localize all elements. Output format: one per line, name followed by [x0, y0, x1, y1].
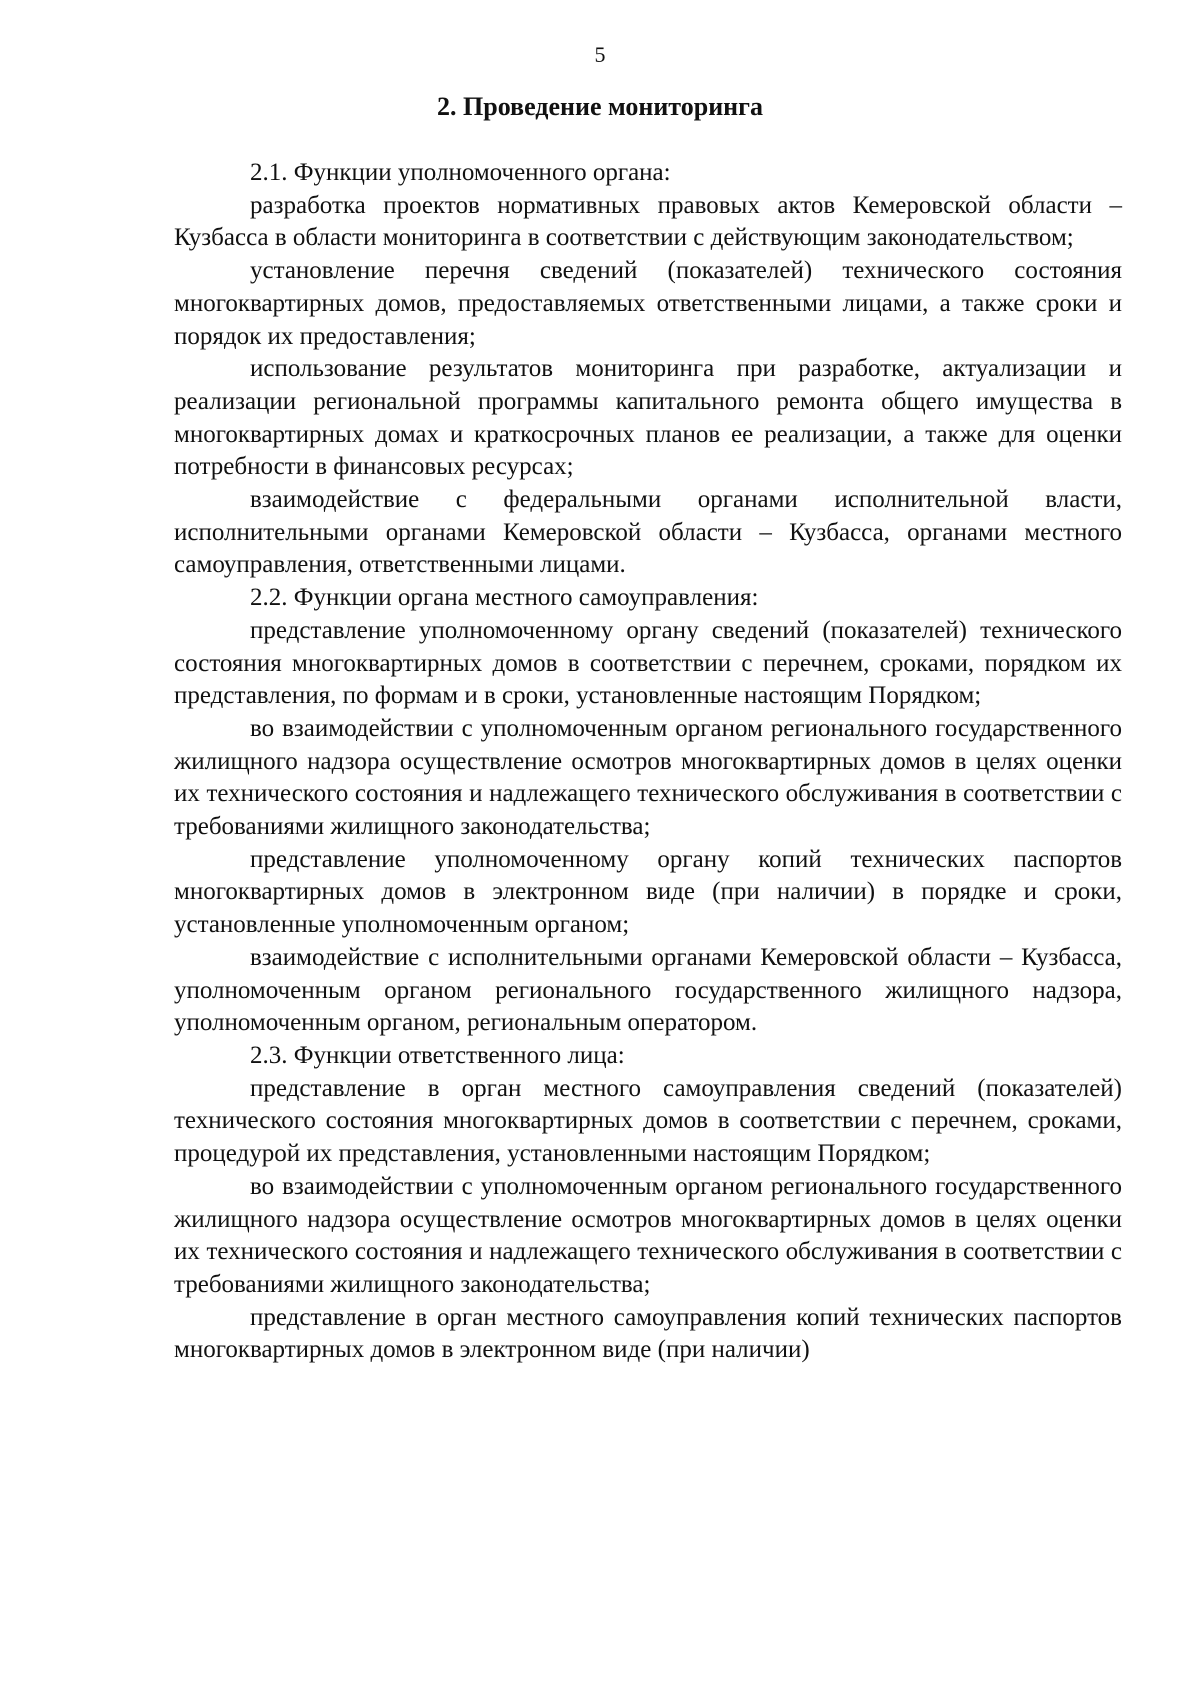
- paragraph: разработка проектов нормативных правовых актов Кемеровской области – Кузбасса в области мониторинга в соответствии с действующим законодательством;: [174, 191, 1122, 252]
- paragraph: представление в орган местного самоуправления сведений (показателей) технического состояния многоквартирных домов в соответствии с перечнем, сроками, процедурой их представления, установленными настоящим Порядком;: [174, 1074, 1122, 1168]
- paragraph-2-2-heading: 2.2. Функции органа местного самоуправления:: [250, 584, 759, 612]
- paragraph-2-3-heading: 2.3. Функции ответственного лица:: [250, 1041, 625, 1069]
- page-number: 5: [594, 42, 606, 67]
- document-body: [174, 157, 1122, 1367]
- paragraph: представление в орган местного самоуправления копий технических паспортов многоквартирных домов в электронном виде (при наличии): [174, 1303, 1122, 1364]
- paragraph: представление уполномоченному органу сведений (показателей) технического состояния многоквартирных домов в соответствии с перечнем, сроками, порядком их представления, по формам и в сроки, установленные настоящим Порядком;: [174, 616, 1122, 710]
- paragraph: взаимодействие с исполнительными органами Кемеровской области – Кузбасса, уполномоченным органом регионального государственного жилищного надзора, уполномоченным органом, региональным оператором.: [174, 943, 1122, 1037]
- paragraph: во взаимодействии с уполномоченным органом регионального государственного жилищного надзора осуществление осмотров многоквартирных домов в целях оценки их технического состояния и надлежащего технического обслуживания в соответствии с требованиями жилищного законодательства;: [174, 1172, 1122, 1298]
- paragraph: установление перечня сведений (показателей) технического состояния многоквартирных домов, предоставляемых ответственными лицами, а также сроки и порядок их предоставления;: [174, 257, 1122, 350]
- paragraph: во взаимодействии с уполномоченным органом регионального государственного жилищного надзора осуществление осмотров многоквартирных домов в целях оценки их технического состояния и надлежащего технического обслуживания в соответствии с требованиями жилищного законодательства;: [174, 714, 1122, 841]
- paragraph: представление уполномоченному органу копий технических паспортов многоквартирных домов в электронном виде (при наличии) в порядке и сроки, установленные уполномоченным органом;: [174, 845, 1122, 939]
- paragraph: взаимодействие с федеральными органами исполнительной власти, исполнительными органами Кемеровской области – Кузбасса, органами местного самоуправления, ответственными лицами.: [174, 486, 1122, 579]
- section-title: 2. Проведение мониторинга: [437, 92, 763, 121]
- paragraph-2-1-heading: 2.1. Функции уполномоченного органа:: [250, 159, 671, 186]
- paragraph: использование результатов мониторинга при разработке, актуализации и реализации региональной программы капитального ремонта общего имущества в многоквартирных домах и краткосрочных планов ее реализации, а также для оценки потребности в финансовых ресурсах;: [174, 355, 1122, 481]
